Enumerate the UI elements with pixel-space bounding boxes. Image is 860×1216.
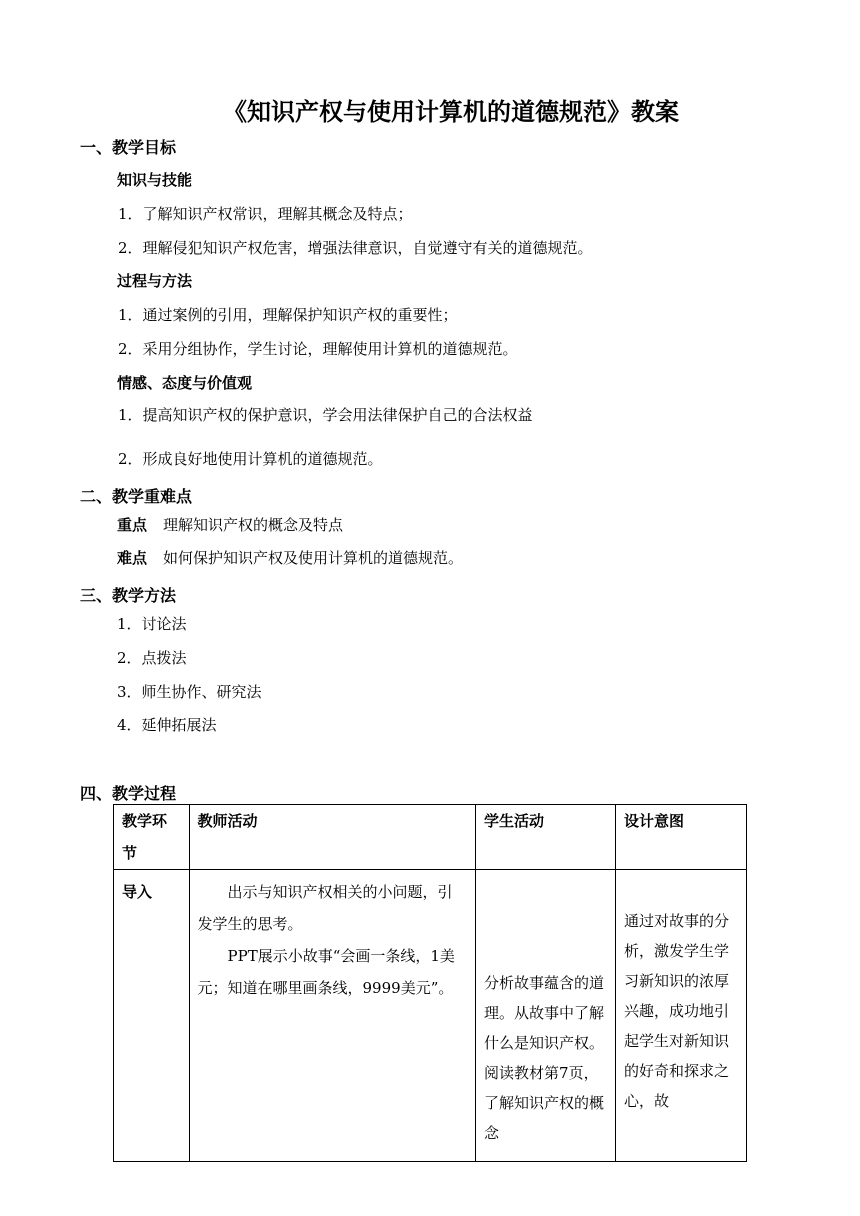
- teacher-paragraph-2: PPT展示小故事“会画一条线，1美元；知道在哪里画条线，9999美元”。: [197, 947, 455, 997]
- emotion-item-2: 2．形成良好地使用计算机的道德规范。: [118, 450, 383, 468]
- section-heading-objectives: 一、教学目标: [80, 138, 177, 157]
- method-item-1: 1．讨论法: [117, 615, 187, 633]
- process-item-2: 2．采用分组协作，学生讨论，理解使用计算机的道德规范。: [118, 340, 518, 358]
- process-item-1: 1．通过案例的引用，理解保护知识产权的重要性；: [118, 306, 458, 324]
- subheading-emotion: 情感、态度与价值观: [117, 374, 253, 392]
- teaching-process-table: [113, 804, 747, 1162]
- section-heading-process: 四、教学过程: [80, 784, 177, 803]
- student-text: 分析故事蕴含的道理。从故事中了解什么是知识产权。阅读教材第7页，了解知识产权的概念: [484, 974, 605, 1142]
- method-item-2: 2．点拨法: [117, 649, 187, 667]
- emotion-item-1: 1．提高知识产权的保护意识，学会用法律保护自己的合法权益: [118, 406, 533, 424]
- section-heading-key-points: 二、教学重难点: [80, 487, 193, 506]
- design-cell: [615, 870, 746, 1162]
- table-row: [114, 870, 747, 1162]
- difficulty-row: [117, 547, 463, 568]
- key-point-row: [117, 514, 343, 535]
- difficulty-label: 难点: [117, 549, 148, 567]
- key-point-label: 重点: [117, 516, 148, 534]
- stage-cell: 导入: [114, 870, 190, 1162]
- student-cell: [476, 870, 616, 1162]
- knowledge-item-2: 2．理解侵犯知识产权危害，增强法律意识，自觉遵守有关的道德规范。: [118, 239, 593, 257]
- header-design: 设计意图: [615, 805, 746, 870]
- table-header-row: [114, 805, 747, 870]
- knowledge-item-1: 1．了解知识产权常识，理解其概念及特点；: [118, 205, 413, 223]
- design-text: 通过对故事的分析，激发学生学习新知识的浓厚兴趣，成功地引起学生对新知识的好奇和探求之心，故: [623, 912, 729, 1110]
- header-teacher: 教师活动: [189, 805, 476, 870]
- method-item-3: 3．师生协作、研究法: [117, 683, 262, 701]
- teacher-paragraph-1: 出示与知识产权相关的小问题，引发学生的思考。: [197, 883, 453, 933]
- section-heading-methods: 三、教学方法: [80, 586, 177, 605]
- difficulty-text: 如何保护知识产权及使用计算机的道德规范。: [163, 549, 464, 567]
- subheading-process: 过程与方法: [117, 272, 193, 290]
- header-student: 学生活动: [476, 805, 616, 870]
- subheading-knowledge: 知识与技能: [117, 171, 193, 189]
- page-title: 《知识产权与使用计算机的道德规范》教案: [223, 97, 679, 126]
- teacher-cell: [189, 870, 476, 1162]
- method-item-4: 4．延伸拓展法: [117, 716, 217, 734]
- key-point-text: 理解知识产权的概念及特点: [163, 516, 344, 534]
- header-stage: 教学环节: [114, 805, 190, 870]
